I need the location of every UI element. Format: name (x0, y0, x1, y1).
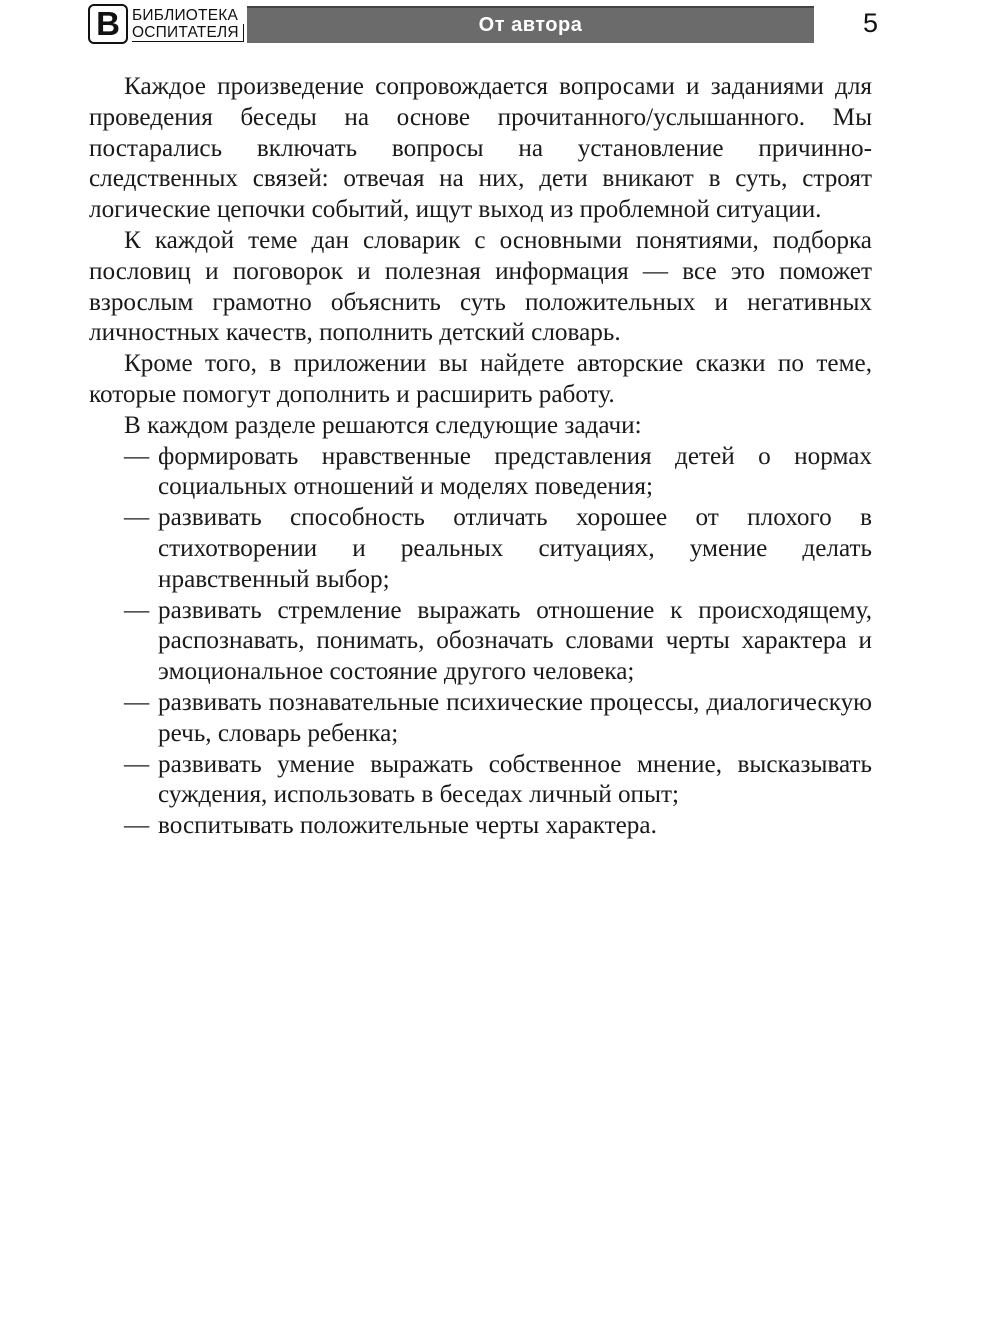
running-header (88, 4, 878, 46)
list-item-text: развивать умение выражать собственное мнение, высказывать суждения, использовать в беседах личный опыт; (158, 750, 872, 809)
list-item-text: развивать познавательные психические процессы, диалогическую речь, словарь ребенка; (158, 688, 872, 747)
page-body (89, 72, 872, 842)
task-list (89, 442, 872, 842)
dash-bullet: — (124, 596, 150, 624)
list-item (89, 811, 872, 842)
tasks-intro: В каждом разделе решаются следующие задачи: (124, 411, 642, 439)
paragraph: К каждой теме дан словарик с основными понятиями, подборка пословиц и поговорок и полезная информация — все это поможет взрослым грамотно объяснить суть положительных и негативных личностных качеств, пополнить детский словарь. (89, 226, 872, 347)
series-logo (88, 4, 128, 44)
list-item (89, 596, 872, 688)
section-title-bar (247, 6, 814, 43)
paragraph: Каждое произведение сопровождается вопросами и заданиями для проведения беседы на основе прочитанного/услышанного. Мы постарались включать вопросы на установление причинно-следственных связей: отвечая на них, дети вникают в суть, строят логические цепочки событий, ищут выход из проблемной ситуации. (89, 73, 872, 224)
series-name-line2: ОСПИТАТЕЛЯ (132, 24, 244, 42)
dash-bullet: — (124, 750, 150, 778)
list-item-text: воспитывать положительные черты характера. (158, 812, 657, 840)
dash-bullet: — (124, 442, 150, 470)
dash-bullet: — (124, 688, 150, 716)
paragraph: Кроме того, в приложении вы найдете авторские сказки по теме, которые помогут дополнить и расширить работу. (89, 350, 872, 408)
list-item-text: формировать нравственные представления детей о нормах социальных отношений и моделях поведения; (158, 442, 872, 501)
series-name-line1: БИБЛИОТЕКА (132, 7, 239, 24)
list-item-text: развивать стремление выражать отношение к происходящему, распознавать, понимать, обозначать словами черты характера и эмоциональное состояние другого человека; (158, 596, 872, 686)
list-item (89, 503, 872, 595)
page-number: 5 (862, 8, 878, 38)
logo-letter: В (96, 5, 120, 42)
list-item (89, 688, 872, 750)
list-item (89, 442, 872, 504)
list-item-text: развивать способность отличать хорошее от плохого в стихотворении и реальных ситуациях, умение делать нравственный выбор; (158, 504, 872, 593)
dash-bullet: — (124, 812, 150, 840)
list-item (89, 750, 872, 812)
section-title: От автора (478, 14, 583, 36)
dash-bullet: — (124, 504, 150, 532)
